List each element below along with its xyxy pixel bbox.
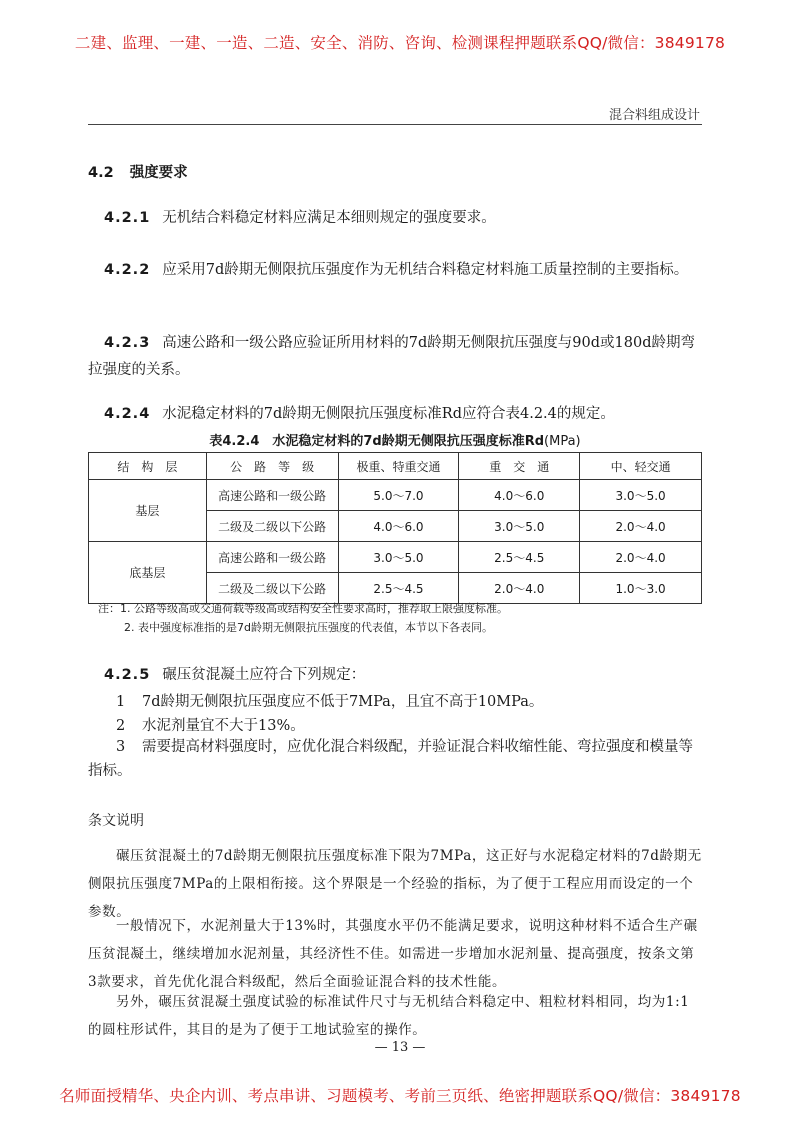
value-cell: 1.0～3.0 [580, 573, 702, 604]
value-cell: 2.0～4.0 [580, 542, 702, 573]
strength-standard-table [88, 452, 702, 604]
value-cell: 2.0～4.0 [459, 573, 580, 604]
clause-text: 无机结合料稳定材料应满足本细则规定的强度要求。 [162, 210, 496, 226]
section-title: 强度要求 [129, 165, 188, 181]
item-text: 水泥剂量宜不大于13%。 [142, 718, 305, 734]
item-text: 7d龄期无侧限抗压强度应不低于7MPa，且宜不高于10MPa。 [142, 694, 544, 710]
clause-number: 4.2.4 [104, 406, 151, 422]
table-row [89, 542, 702, 573]
clause-4-2-3 [88, 330, 702, 384]
clause-4-2-2 [88, 257, 702, 284]
grade-cell: 二级及二级以下公路 [206, 573, 338, 604]
table-header-cell: 极重、特重交通 [338, 453, 459, 480]
section-number: 4.2 [88, 165, 114, 181]
table-header-cell: 中、轻交通 [580, 453, 702, 480]
value-cell: 2.5～4.5 [459, 542, 580, 573]
table-caption-unit: (MPa) [544, 434, 581, 449]
grade-cell: 高速公路和一级公路 [206, 542, 338, 573]
clause-item-1 [116, 690, 543, 711]
item-number: 3 [116, 739, 126, 755]
top-ad-banner: 二建、监理、一建、一造、二造、安全、消防、咨询、检测课程押题联系QQ/微信：3849178 [74, 34, 726, 52]
clause-item-2 [116, 714, 305, 735]
grade-cell: 高速公路和一级公路 [206, 480, 338, 511]
item-number: 2 [116, 718, 126, 734]
value-cell: 4.0～6.0 [338, 511, 459, 542]
table-header-cell: 重 交 通 [459, 453, 580, 480]
clause-text: 水泥稳定材料的7d龄期无侧限抗压强度标准Rd应符合表4.2.4的规定。 [162, 406, 615, 422]
bottom-ad-banner: 名师面授精华、央企内训、考点串讲、习题模考、考前三页纸、绝密押题联系QQ/微信：3849178 [59, 1087, 741, 1105]
table-row [89, 480, 702, 511]
table-header-row [89, 453, 702, 480]
clause-item-3 [88, 735, 702, 783]
value-cell: 3.0～5.0 [338, 542, 459, 573]
value-cell: 2.0～4.0 [580, 511, 702, 542]
value-cell: 3.0～5.0 [459, 511, 580, 542]
clause-number: 4.2.3 [104, 335, 151, 351]
layer-cell: 底基层 [89, 542, 207, 604]
table-note-1: 注：1. 公路等级高或交通荷载等级高或结构安全性要求高时，推荐取上限强度标准。 [98, 602, 508, 615]
item-text: 需要提高材料强度时，应优化混合料级配，并验证混合料收缩性能、弯拉强度和模量等指标。 [88, 739, 693, 779]
value-cell: 3.0～5.0 [580, 480, 702, 511]
value-cell: 5.0～7.0 [338, 480, 459, 511]
page-number: — 13 — [374, 1040, 426, 1055]
clause-text: 应采用7d龄期无侧限抗压强度作为无机结合料稳定材料施工质量控制的主要指标。 [162, 262, 689, 278]
table-caption [88, 430, 702, 449]
table-caption-text: 表4.2.4 水泥稳定材料的7d龄期无侧限抗压强度标准Rd [209, 434, 545, 449]
clause-text: 高速公路和一级公路应验证所用材料的7d龄期无侧限抗压强度与90d或180d龄期弯拉强度的关系。 [88, 335, 695, 378]
header-rule [88, 124, 702, 125]
grade-cell: 二级及二级以下公路 [206, 511, 338, 542]
layer-cell: 基层 [89, 480, 207, 542]
clause-number: 4.2.2 [104, 262, 151, 278]
table-note-2: 2. 表中强度标准指的是7d龄期无侧限抗压强度的代表值，本节以下各表同。 [124, 621, 493, 634]
clause-number: 4.2.5 [104, 667, 151, 683]
clause-4-2-5 [88, 662, 702, 689]
value-cell: 4.0～6.0 [459, 480, 580, 511]
clause-text: 碾压贫混凝土应符合下列规定： [162, 667, 366, 683]
table-header-cell: 结 构 层 [89, 453, 207, 480]
table-header-cell: 公 路 等 级 [206, 453, 338, 480]
explanation-paragraph: 另外，碾压贫混凝土强度试验的标准试件尺寸与无机结合料稳定中、粗粒材料相同，均为1:1的圆柱形试件，其目的是为了便于工地试验室的操作。 [88, 994, 690, 1038]
explanation-paragraph: 碾压贫混凝土的7d龄期无侧限抗压强度标准下限为7MPa，这正好与水泥稳定材料的7d龄期无侧限抗压强度7MPa的上限相衔接。这个界限是一个经验的指标，为了便于工程应用而设定的一个参数。 [88, 848, 702, 920]
clause-4-2-4 [88, 401, 702, 428]
clause-number: 4.2.1 [104, 210, 151, 226]
clause-4-2-1 [88, 205, 702, 232]
explanation-heading: 条文说明 [88, 813, 144, 829]
explanation-paragraph: 一般情况下，水泥剂量大于13%时，其强度水平仍不能满足要求，说明这种材料不适合生产碾压贫混凝土，继续增加水泥剂量，其经济性不佳。如需进一步增加水泥剂量、提高强度，按条文第3款要求，首先优化混合料级配，然后全面验证混合料的技术性能。 [88, 918, 698, 990]
value-cell: 2.5～4.5 [338, 573, 459, 604]
section-heading [88, 161, 188, 182]
running-title: 混合料组成设计 [608, 108, 700, 123]
item-number: 1 [116, 694, 126, 710]
